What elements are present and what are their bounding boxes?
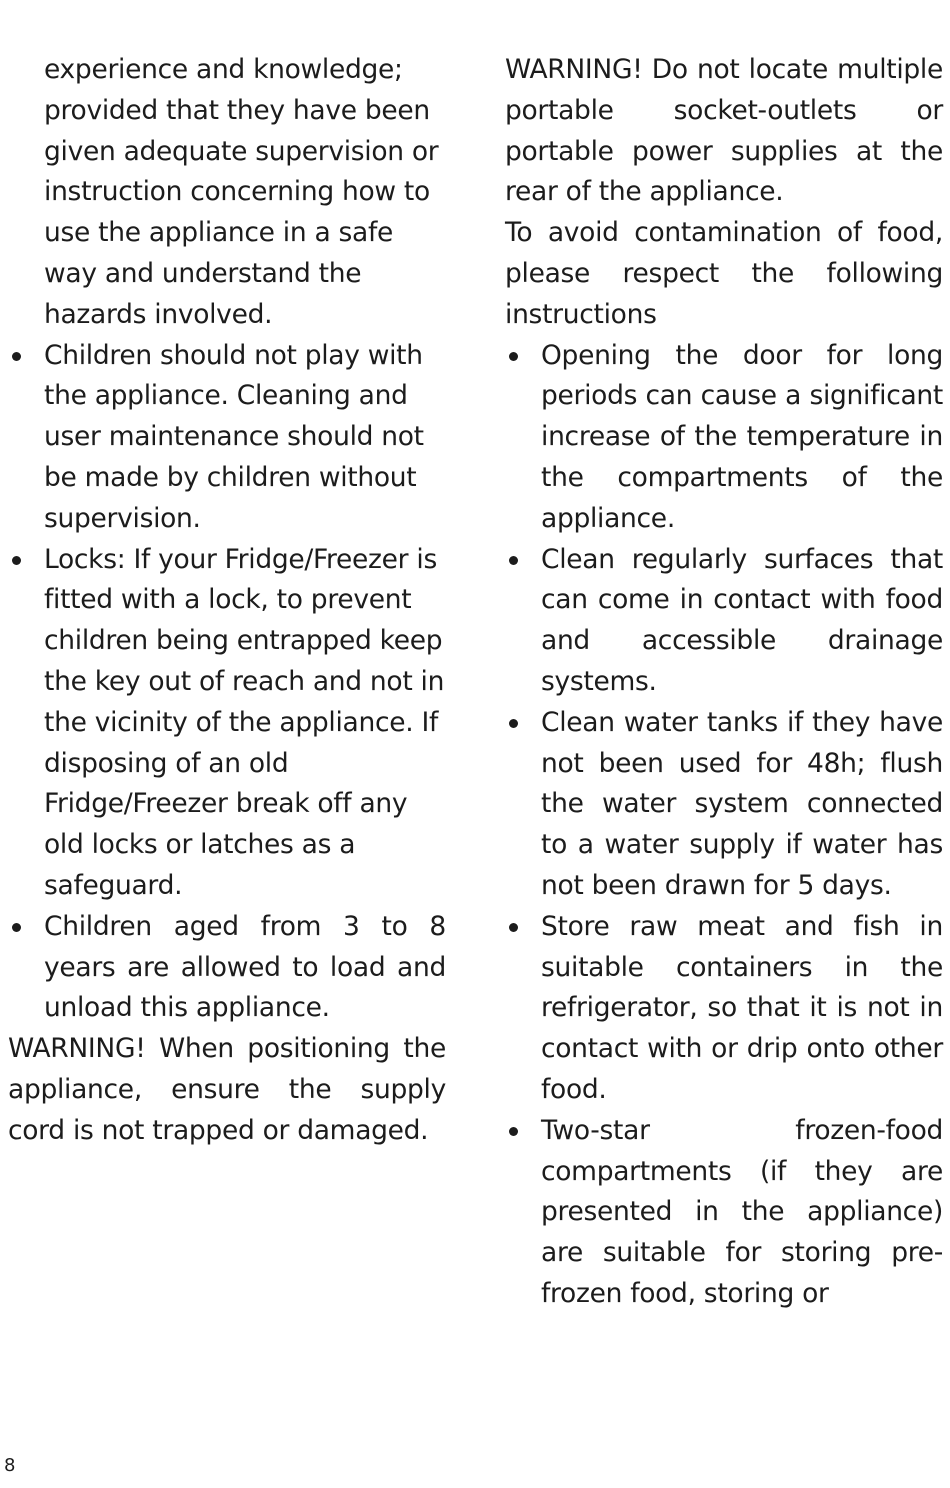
cord-warning-paragraph: WARNING! When positioning the appliance, ensure the supply cord is not trapped or damaged. bbox=[8, 1033, 446, 1146]
bullet-icon bbox=[12, 556, 21, 565]
contamination-intro-paragraph: To avoid contamination of food, please respect the following instructions bbox=[505, 217, 943, 330]
bullet-icon bbox=[509, 923, 518, 932]
list-item bbox=[8, 907, 446, 1029]
bullet-icon bbox=[12, 923, 21, 932]
right-bullet-list bbox=[505, 336, 943, 1315]
list-item-text: Clean regularly surfaces that can come in contact with food and accessible drainage systems. bbox=[541, 543, 943, 697]
list-item-text: Opening the door for long periods can cause a significant increase of the temperature in the compartments of the appliance. bbox=[541, 339, 943, 534]
list-item-text: Locks: If your Fridge/Freezer is fitted with a lock, to prevent children being entrapped keep the key out of reach and not in the vicinity of the appliance. If disposing of an old Fridge/Freezer break off any old locks or latches as a safeguard. bbox=[44, 543, 445, 901]
list-item bbox=[505, 703, 943, 907]
bullet-icon bbox=[509, 352, 518, 361]
list-item bbox=[8, 540, 446, 907]
list-item-text: Children should not play with the appliance. Cleaning and user maintenance should not be made by children without supervision. bbox=[44, 339, 424, 534]
left-bullet-list bbox=[8, 336, 446, 1030]
bullet-icon bbox=[12, 352, 21, 361]
list-item bbox=[505, 907, 943, 1111]
right-column bbox=[505, 50, 943, 1315]
list-item-text: Children aged from 3 to 8 years are allowed to load and unload this appliance. bbox=[44, 910, 446, 1024]
bullet-icon bbox=[509, 719, 518, 728]
list-item-text: Store raw meat and fish in suitable containers in the refrigerator, so that it is not in contact with or drip onto other food. bbox=[541, 910, 943, 1105]
page-number: 8 bbox=[4, 1455, 16, 1476]
bullet-icon bbox=[509, 556, 518, 565]
list-item-text: Clean water tanks if they have not been used for 48h; flush the water system connected to a water supply if water has not been drawn for 5 days. bbox=[541, 706, 943, 901]
list-item bbox=[505, 336, 943, 540]
list-item bbox=[505, 540, 943, 703]
socket-warning-paragraph: WARNING! Do not locate multiple portable socket-outlets or portable power supplies at the rear of the appliance. bbox=[505, 54, 943, 208]
list-item bbox=[505, 1111, 943, 1315]
list-item bbox=[8, 336, 446, 540]
intro-continuation-paragraph: experience and knowledge; provided that they have been given adequate supervision or instruction concerning how to use the appliance in a safe way and understand the hazards involved. bbox=[44, 54, 439, 330]
list-item-text: Two-star frozen-food compartments (if they are presented in the appliance) are suitable for storing pre-frozen food, storing or bbox=[541, 1114, 943, 1309]
bullet-icon bbox=[509, 1127, 518, 1136]
left-column bbox=[8, 50, 446, 1152]
